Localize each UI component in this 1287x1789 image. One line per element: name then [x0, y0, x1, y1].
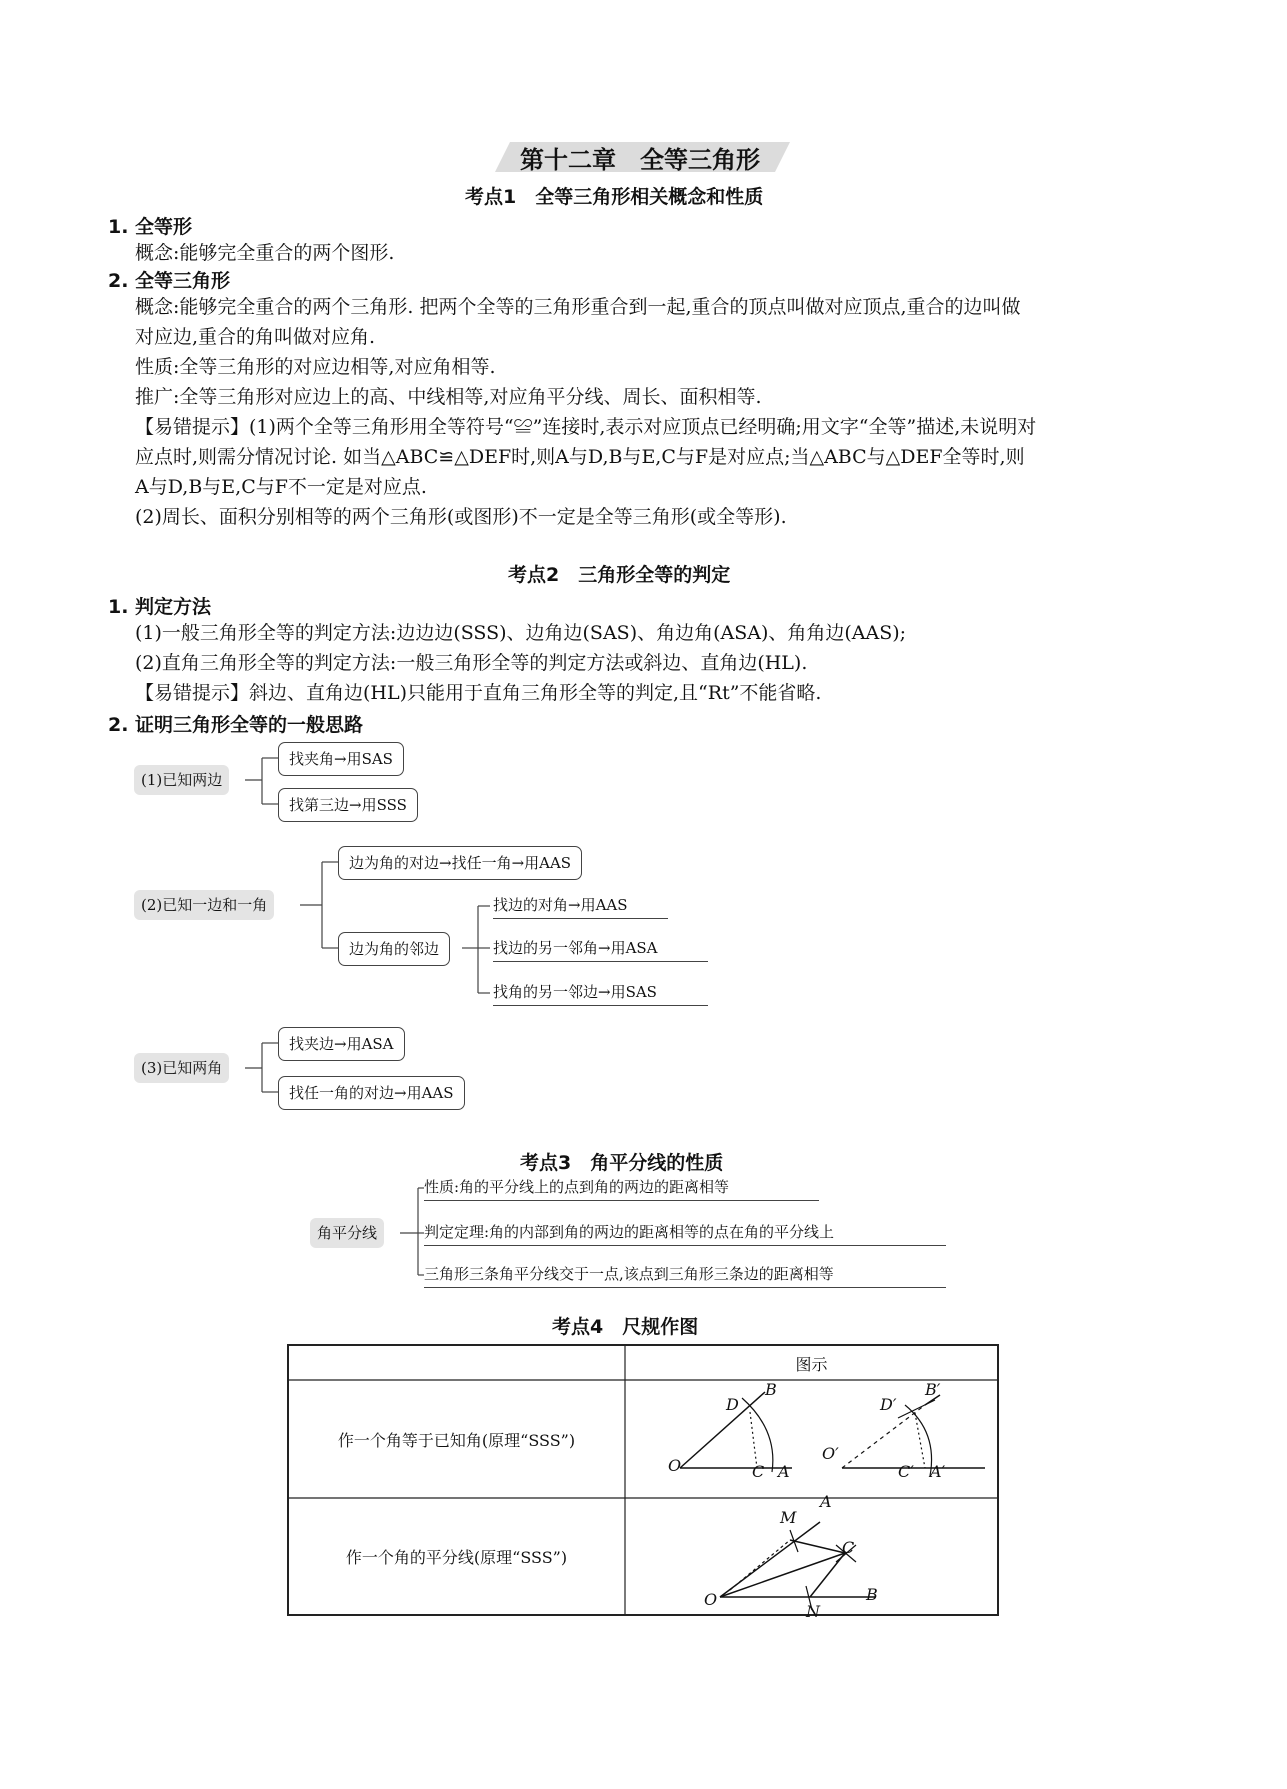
point1-tip-line2: 应点时,则需分情况讨论. 如当△ABC≌△DEF时,则A与D,B与E,C与F是对应点;当△ABC与△DEF全等时,则	[135, 446, 1025, 468]
point3-label: 角平分线	[310, 1218, 384, 1248]
point3-property: 性质:角的平分线上的点到角的两边的距离相等	[424, 1175, 819, 1201]
tree-lines-g2	[300, 862, 490, 993]
fig2-label-a: A′	[930, 1462, 946, 1481]
point4-title: 考点4 尺规作图	[552, 1316, 699, 1338]
fig1-label-d: D	[726, 1395, 739, 1414]
figure-angle-bisector	[720, 1522, 875, 1610]
fig1-label-a: A	[778, 1462, 790, 1481]
tree-lines-g1	[245, 758, 278, 804]
fig2-label-b: B′	[925, 1380, 941, 1399]
g2-sub-asa: 找边的另一邻角→用ASA	[493, 936, 708, 962]
g2-sub-aas: 找边的对角→用AAS	[493, 893, 668, 919]
fig3-label-o: O	[704, 1590, 718, 1609]
point2-tip: 【易错提示】斜边、直角边(HL)只能用于直角三角形全等的判定,且“Rt”不能省略.	[135, 682, 822, 704]
point1-tip-line4: (2)周长、面积分别相等的两个三角形(或图形)不一定是全等三角形(或全等形).	[135, 506, 787, 528]
tree-lines-g3	[245, 1043, 278, 1092]
point1-title: 考点1 全等三角形相关概念和性质	[465, 186, 764, 208]
tree-lines-p3	[400, 1188, 424, 1275]
fig1-label-c: C	[752, 1462, 765, 1481]
point3-title: 考点3 角平分线的性质	[520, 1152, 724, 1174]
g2-sub-sas: 找角的另一邻边→用SAS	[493, 980, 708, 1006]
point1-h2: 2. 全等三角形	[108, 270, 231, 292]
point1-concept-line1: 概念:能够完全重合的两个三角形. 把两个全等的三角形重合到一起,重合的顶点叫做对应顶点,重合的边叫做	[135, 296, 1021, 318]
chapter-title: 第十二章 全等三角形	[520, 146, 760, 174]
g1-label: (1)已知两边	[134, 765, 229, 795]
table-header-figure: 图示	[795, 1355, 828, 1374]
fig2-label-c: C′	[898, 1462, 914, 1481]
point2-title: 考点2 三角形全等的判定	[508, 564, 731, 586]
point2-method1: (1)一般三角形全等的判定方法:边边边(SSS)、边角边(SAS)、角边角(ASA)、角角边(AAS);	[135, 622, 907, 644]
construction-table	[288, 1345, 998, 1615]
g2-option-adjacent: 边为角的邻边	[338, 932, 450, 966]
point1-tip-line1: 【易错提示】(1)两个全等三角形用全等符号“≌”连接时,表示对应顶点已经明确;用文字“全等”描述,未说明对	[135, 416, 1037, 438]
point3-incenter: 三角形三条角平分线交于一点,该点到三角形三条边的距离相等	[424, 1262, 946, 1288]
point1-h1-concept: 概念:能够完全重合的两个图形.	[135, 242, 395, 264]
g2-label: (2)已知一边和一角	[134, 890, 274, 920]
point1-tip-line3: A与D,B与E,C与F不一定是对应点.	[135, 476, 427, 498]
g3-option-aas: 找任一角的对边→用AAS	[278, 1076, 465, 1110]
fig3-label-m: M	[780, 1508, 797, 1527]
fig3-label-n: N	[806, 1602, 820, 1621]
table-row-bisector: 作一个角的平分线(原理“SSS”)	[345, 1548, 568, 1567]
point1-h1: 1. 全等形	[108, 216, 193, 238]
fig2-label-d: D′	[880, 1395, 897, 1414]
g1-option-sss: 找第三边→用SSS	[278, 788, 418, 822]
point1-concept-line2: 对应边,重合的角叫做对应角.	[135, 326, 376, 348]
point1-corollary: 推广:全等三角形对应边上的高、中线相等,对应角平分线、周长、面积相等.	[135, 386, 762, 408]
g1-option-sas: 找夹角→用SAS	[278, 742, 404, 776]
table-row-copy-angle: 作一个角等于已知角(原理“SSS”)	[337, 1431, 576, 1450]
fig3-label-b: B	[866, 1585, 878, 1604]
point2-h2: 2. 证明三角形全等的一般思路	[108, 714, 364, 736]
point3-theorem: 判定定理:角的内部到角的两边的距离相等的点在角的平分线上	[424, 1220, 946, 1246]
fig2-label-o: O′	[822, 1444, 839, 1463]
g3-option-asa: 找夹边→用ASA	[278, 1027, 405, 1061]
fig1-label-b: B	[765, 1380, 777, 1399]
fig3-label-c: C	[842, 1538, 855, 1557]
g3-label: (3)已知两角	[134, 1053, 229, 1083]
point2-h1: 1. 判定方法	[108, 596, 212, 618]
fig1-label-o: O	[668, 1456, 682, 1475]
g2-option-opposite: 边为角的对边→找任一角→用AAS	[338, 846, 582, 880]
point1-property: 性质:全等三角形的对应边相等,对应角相等.	[135, 356, 496, 378]
point2-method2: (2)直角三角形全等的判定方法:一般三角形全等的判定方法或斜边、直角边(HL).	[135, 652, 808, 674]
fig3-label-a: A	[820, 1492, 832, 1511]
